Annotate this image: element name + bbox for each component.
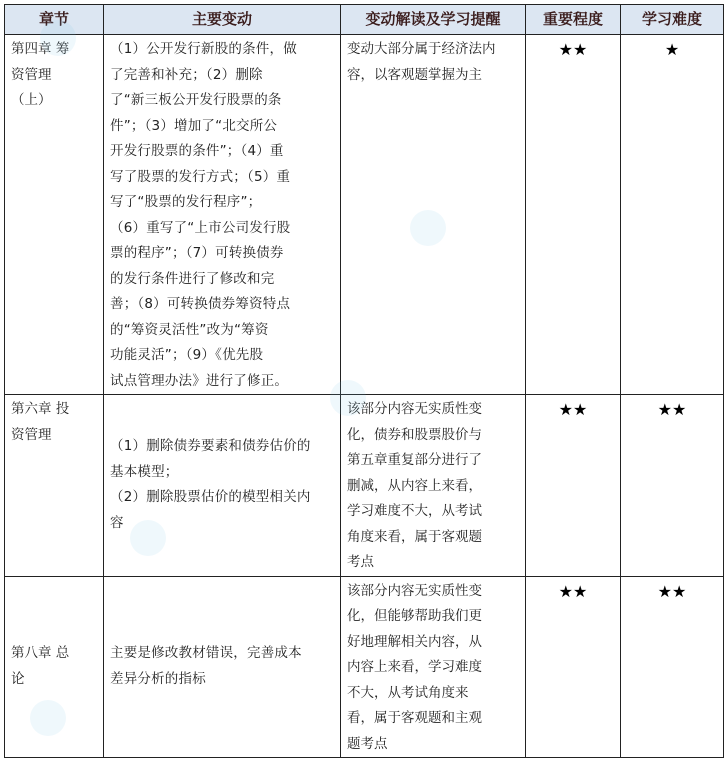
- chapter-cell-line: 资管理: [11, 426, 52, 443]
- header-importance: 重要程度: [526, 5, 621, 35]
- chapter-cell-line: （上）: [11, 92, 52, 108]
- changes-cell-line: 的发行条件进行了修改和完: [110, 270, 275, 287]
- notes-cell-line: 好地理解相关内容，从: [347, 633, 482, 650]
- chapter-cell: [5, 35, 104, 395]
- table-row: [5, 576, 724, 758]
- changes-cell-line: 开发行股票的条件”；（4）重: [110, 143, 284, 159]
- changes-cell-line: （6）重写了“上市公司发行股: [110, 219, 291, 236]
- changes-cell-line: 了“新三板公开发行股票的条: [110, 92, 282, 108]
- table-row: [5, 35, 724, 395]
- changes-cell-line: 容: [110, 514, 124, 531]
- table-row: [5, 395, 724, 577]
- notes-cell-line: 容，以客观题掌握为主: [347, 66, 482, 83]
- changes-cell: [104, 35, 341, 395]
- changes-cell: [104, 395, 341, 577]
- header-chapter: 章节: [5, 5, 104, 35]
- notes-cell-line: 看，属于客观题和主观: [347, 710, 482, 726]
- notes-cell-line: 化，但能够帮助我们更: [347, 608, 482, 624]
- changes-cell-line: 写了“股票的发行程序”；: [110, 194, 262, 210]
- changes-cell-line: 差异分析的指标: [110, 670, 206, 687]
- chapter-cell-line: 论: [11, 670, 25, 687]
- notes-cell-line: 角度来看，属于客观题: [347, 528, 482, 545]
- chapter-cell: [5, 395, 104, 577]
- notes-cell-line: 第五章重复部分进行了: [347, 452, 482, 468]
- notes-cell-line: 不大，从考试角度来: [347, 684, 469, 701]
- notes-cell: [341, 35, 526, 395]
- importance-stars: ★★: [526, 35, 621, 395]
- notes-cell-line: 该部分内容无实质性变: [347, 401, 482, 417]
- chapter-cell-line: 第六章 投: [11, 401, 70, 417]
- notes-cell-line: 删减，从内容上来看，: [347, 477, 482, 494]
- changes-cell: [104, 576, 341, 758]
- notes-cell-line: 变动大部分属于经济法内: [347, 41, 496, 57]
- header-difficulty: 学习难度: [621, 5, 724, 35]
- changes-cell-line: （1）公开发行新股的条件，做: [110, 41, 297, 57]
- importance-stars: ★★: [526, 395, 621, 577]
- notes-cell-line: 该部分内容无实质性变: [347, 582, 482, 599]
- header-main-changes: 主要变动: [104, 5, 341, 35]
- notes-cell-line: 内容上来看，学习难度: [347, 659, 482, 675]
- notes-cell-line: 学习难度不大，从考试: [347, 503, 482, 519]
- notes-cell-line: 考点: [347, 554, 374, 570]
- changes-cell-line: 件”；（3）增加了“北交所公: [110, 117, 278, 134]
- changes-cell-line: （1）删除债券要素和债券估价的: [110, 438, 311, 455]
- changes-cell-line: 的“筹资灵活性”改为“筹资: [110, 321, 269, 338]
- changes-cell-line: 写了股票的发行方式；（5）重: [110, 168, 291, 185]
- changes-cell-line: 试点管理办法》进行了修正。: [110, 372, 289, 389]
- changes-cell-line: 功能灵活”；（9）《优先股: [110, 347, 264, 363]
- chapter-cell-line: 第四章 筹: [11, 41, 70, 57]
- difficulty-stars: ★★: [621, 395, 724, 577]
- chapter-cell: [5, 576, 104, 758]
- changes-cell-line: 基本模型；: [110, 463, 179, 480]
- notes-cell-line: 化，债券和股票股价与: [347, 426, 482, 443]
- changes-cell-line: 了完善和补充；（2）删除: [110, 66, 263, 83]
- table-header-row: [5, 5, 724, 35]
- chapter-cell-line: 资管理: [11, 66, 52, 83]
- chapter-cell-line: 第八章 总: [11, 645, 70, 662]
- notes-cell-line: 题考点: [347, 735, 388, 752]
- difficulty-stars: ★: [621, 35, 724, 395]
- changes-cell-line: 善；（8）可转换债券筹资特点: [110, 296, 291, 312]
- header-interpretation: 变动解读及学习提醒: [341, 5, 526, 35]
- changes-cell-line: （2）删除股票估价的模型相关内: [110, 489, 311, 506]
- notes-cell: [341, 576, 526, 758]
- changes-cell-line: 主要是修改教材错误，完善成本: [110, 645, 302, 662]
- importance-stars: ★★: [526, 576, 621, 758]
- syllabus-changes-table: [4, 4, 724, 758]
- notes-cell: [341, 395, 526, 577]
- difficulty-stars: ★★: [621, 576, 724, 758]
- changes-cell-line: 票的程序”；（7）可转换债券: [110, 245, 284, 261]
